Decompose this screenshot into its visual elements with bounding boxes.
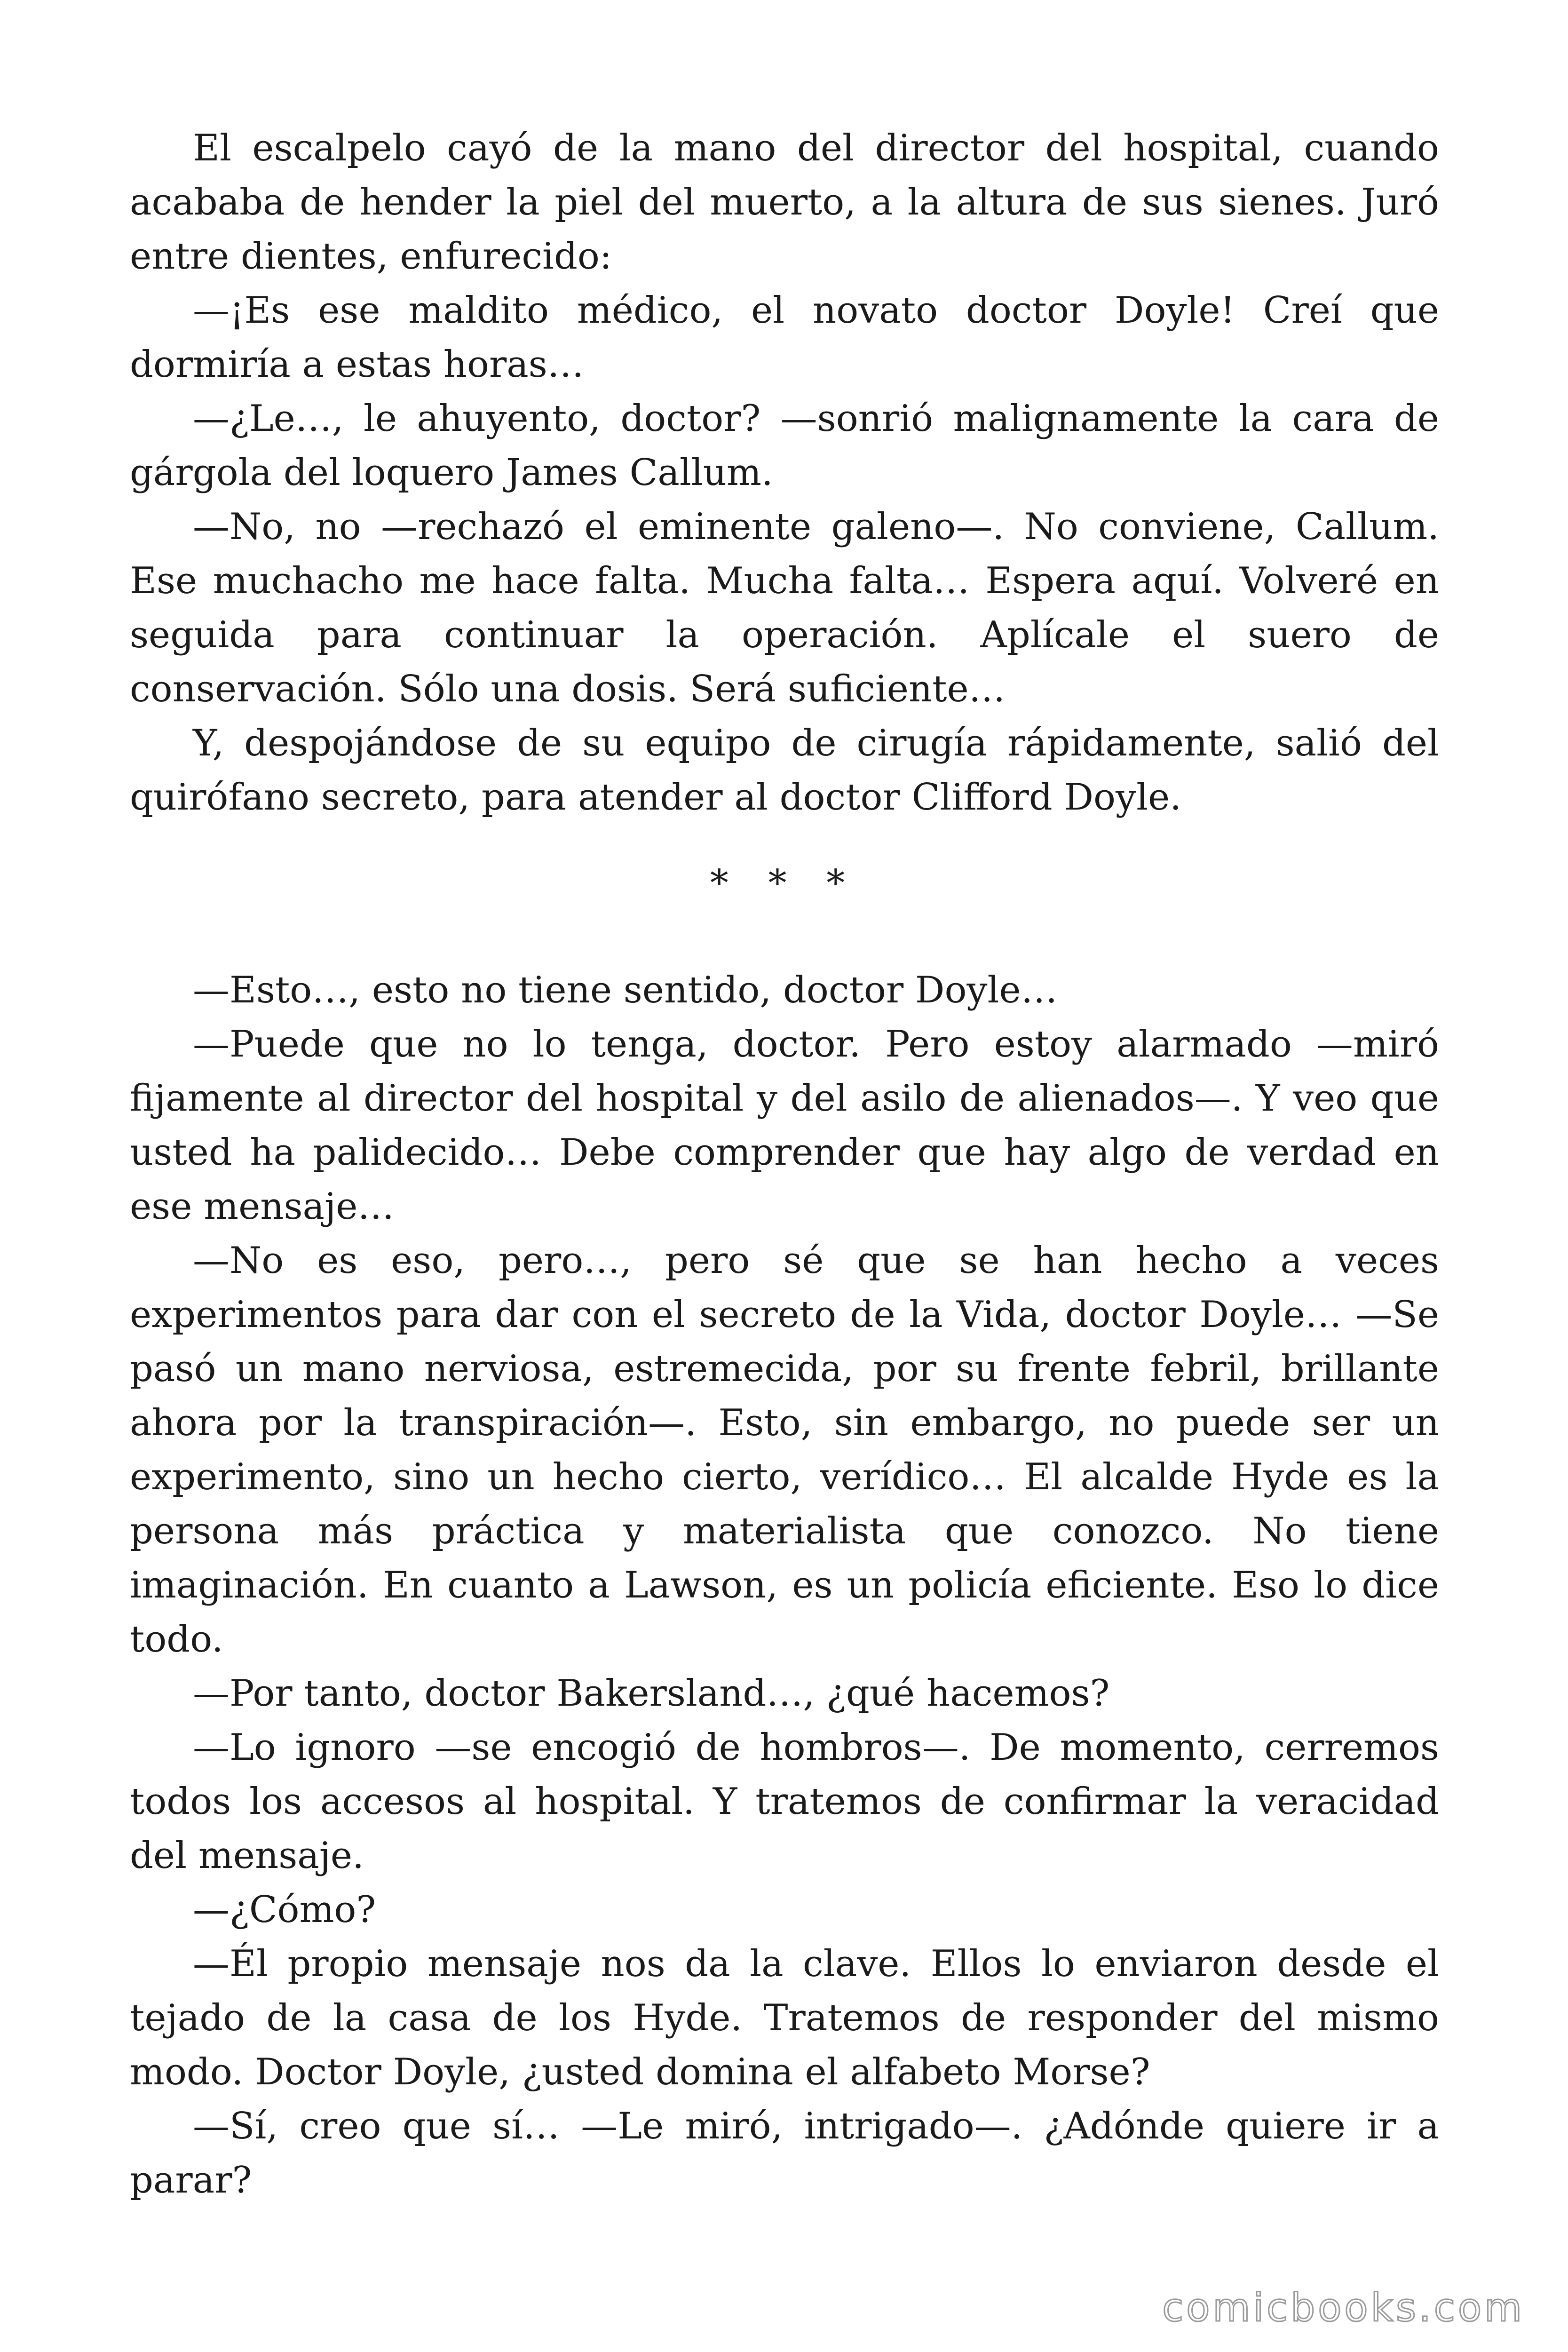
- paragraph: —Sí, creo que sí… —Le miró, intrigado—. ¿Adónde quiere ir a parar?: [130, 2105, 1439, 2201]
- book-page: [130, 121, 1439, 2208]
- section-1: [130, 121, 1439, 825]
- paragraph: —Él propio mensaje nos da la clave. Ellos lo enviaron desde el tejado de la casa de los Hyde. Tratemos de responder del mismo modo. Doctor Doyle, ¿usted domina el alfabeto Morse?: [130, 1943, 1439, 2093]
- scene-separator: * * *: [710, 862, 859, 905]
- watermark: comicbooks.com: [1162, 2286, 1525, 2330]
- paragraph: —¡Es ese maldito médico, el novato doctor Doyle! Creí que dormiría a estas horas…: [130, 289, 1439, 386]
- paragraph: —Esto…, esto no tiene sentido, doctor Doyle…: [193, 969, 1058, 1011]
- paragraph: —Puede que no lo tenga, doctor. Pero estoy alarmado —miró fijamente al director del hospital y del asilo de alienados—. Y veo que usted ha palidecido… Debe comprender que hay algo de verdad en ese mensaje…: [130, 1023, 1439, 1228]
- paragraph: El escalpelo cayó de la mano del director del hospital, cuando acababa de hender la piel del muerto, a la altura de sus sienes. Juró entre dientes, enfurecido:: [130, 127, 1439, 278]
- paragraph: —No es eso, pero…, pero sé que se han hecho a veces experimentos para dar con el secreto de la Vida, doctor Doyle… —Se pasó un mano nerviosa, estremecida, por su frente febril, brillante ahora por la transpiración—. Esto, sin embargo, no puede ser un experimento, sino un hecho cierto, verídico… El alcalde Hyde es la persona más práctica y materialista que conozco. No tiene imaginación. En cuanto a Lawson, es un policía eficiente. Eso lo dice todo.: [130, 1240, 1439, 1661]
- paragraph: —¿Cómo?: [193, 1889, 376, 1931]
- paragraph: —Lo ignoro —se encogió de hombros—. De momento, cerremos todos los accesos al hospital. Y tratemos de confirmar la veracidad del mensaje.: [130, 1726, 1439, 1877]
- paragraph: Y, despojándose de su equipo de cirugía rápidamente, salió del quirófano secreto, para atender al doctor Clifford Doyle.: [130, 722, 1439, 818]
- paragraph: —No, no —rechazó el eminente galeno—. No conviene, Callum. Ese muchacho me hace falta. Mucha falta… Espera aquí. Volveré en seguida para continuar la operación. Aplícale el suero de conservación. Sólo una dosis. Será suficiente…: [130, 506, 1439, 710]
- paragraph: —¿Le…, le ahuyento, doctor? —sonrió malignamente la cara de gárgola del loquero James Callum.: [130, 397, 1439, 494]
- paragraph: —Por tanto, doctor Bakersland…, ¿qué hacemos?: [193, 1672, 1110, 1715]
- section-2: [130, 963, 1439, 2208]
